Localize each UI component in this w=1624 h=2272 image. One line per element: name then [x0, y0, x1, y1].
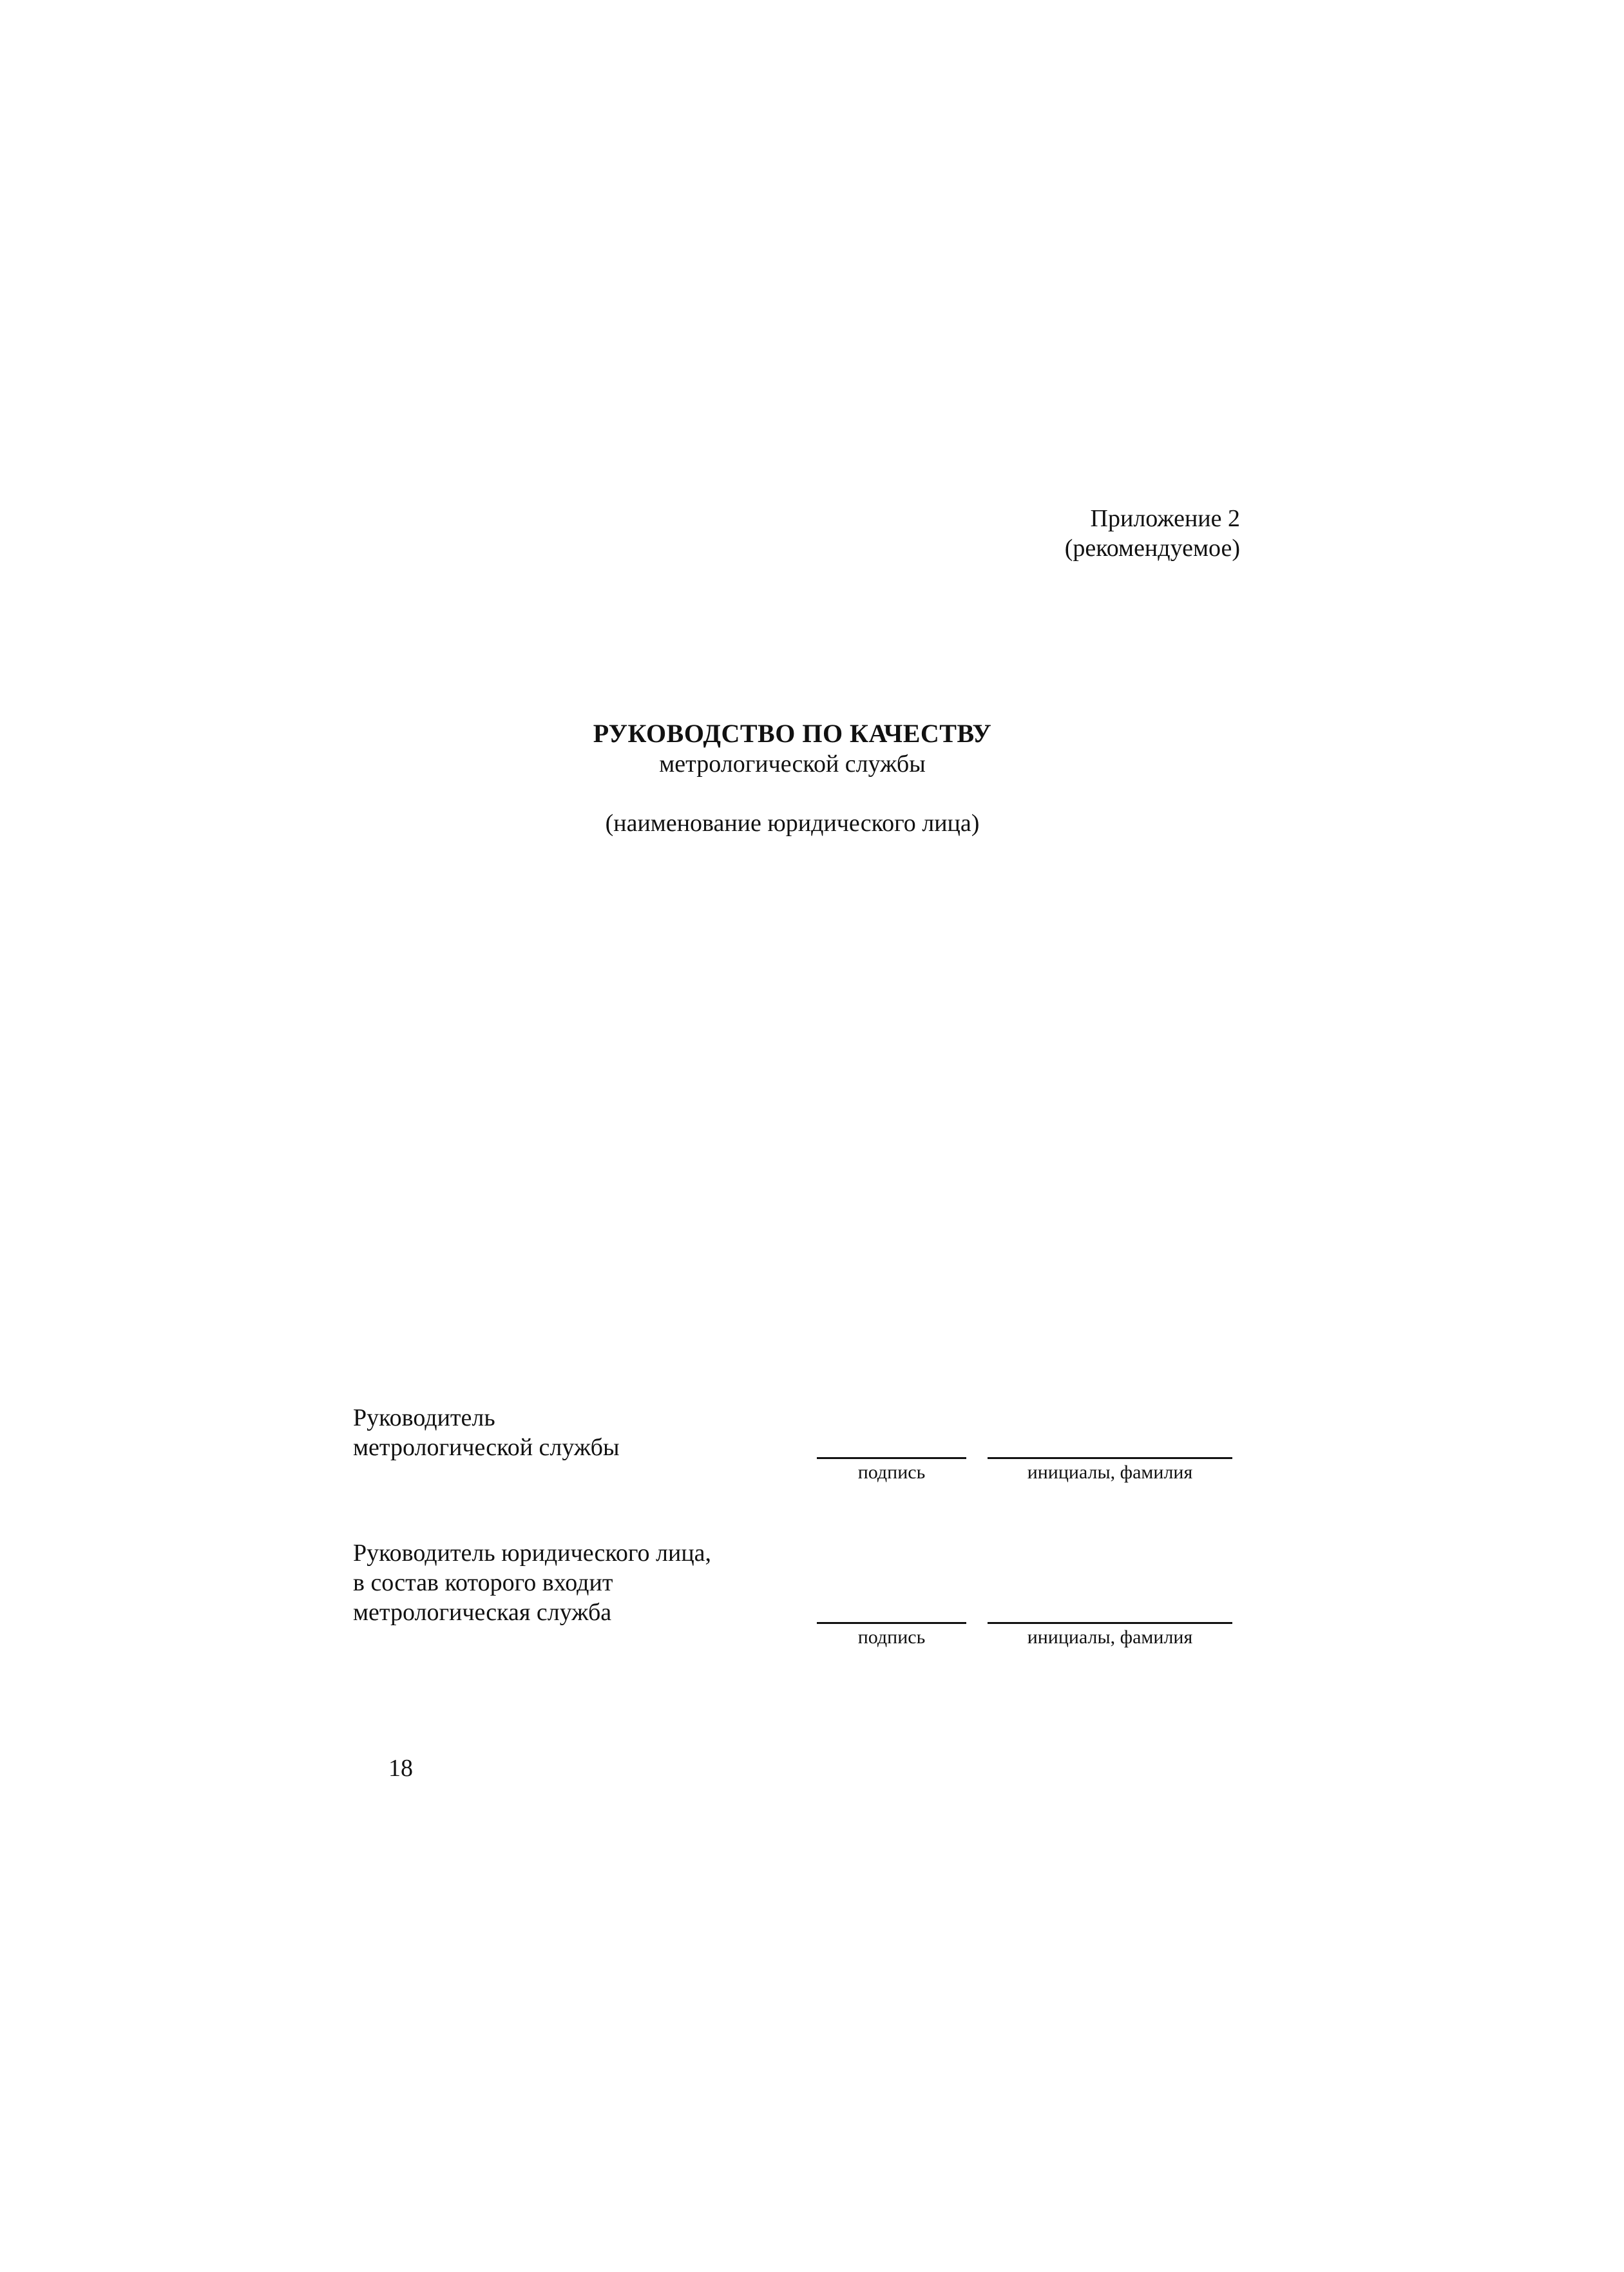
legal-entity-placeholder: (наименование юридического лица)	[605, 810, 980, 837]
document-subtitle: метрологической службы	[659, 750, 926, 778]
signer-title-line: Руководитель юридического лица,	[353, 1540, 712, 1567]
name-line[interactable]	[988, 1622, 1232, 1624]
signature-caption: подпись	[857, 1462, 926, 1483]
signer-title-line: метрологическая служба	[353, 1599, 612, 1626]
title-block	[515, 718, 1069, 838]
signer-title-line: метрологической службы	[353, 1434, 620, 1461]
appendix-number: Приложение 2	[1090, 505, 1240, 532]
appendix-note	[1065, 504, 1240, 563]
name-caption: инициалы, фамилия	[1027, 1627, 1193, 1648]
signer-title	[353, 1538, 711, 1627]
name-caption: инициалы, фамилия	[1027, 1462, 1193, 1483]
signer-title	[353, 1403, 619, 1462]
name-line[interactable]	[988, 1457, 1232, 1459]
signature-line[interactable]	[817, 1622, 966, 1624]
signer-title-line: Руководитель	[353, 1404, 495, 1431]
page-number: 18	[388, 1755, 413, 1782]
signature-caption: подпись	[857, 1627, 926, 1648]
signer-title-line: в состав которого входит	[353, 1569, 613, 1596]
signature-line[interactable]	[817, 1457, 966, 1459]
appendix-status: (рекомендуемое)	[1064, 535, 1240, 562]
document-title: РУКОВОДСТВО ПО КАЧЕСТВУ	[593, 719, 992, 748]
